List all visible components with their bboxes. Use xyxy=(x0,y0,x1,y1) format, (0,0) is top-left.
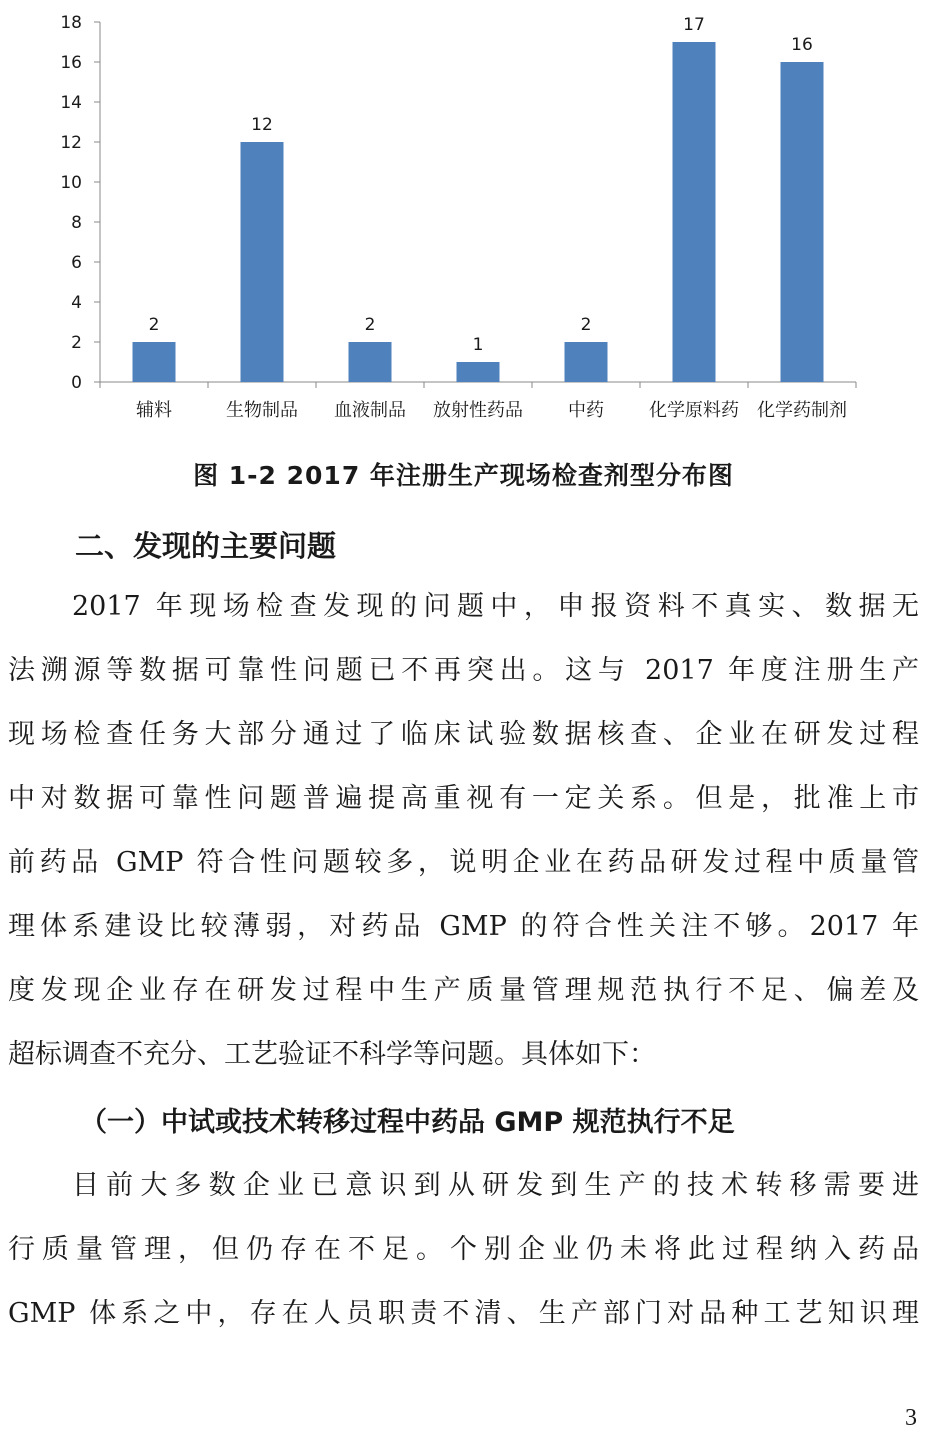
bar xyxy=(133,342,176,382)
paragraph-line: 行质量管理，但仍存在不足。个别企业仍未将此过程纳入药品 xyxy=(8,1234,919,1265)
x-category-label: 化学原料药 xyxy=(649,400,739,421)
figure-caption: 图 1-2 2017 年注册生产现场检查剂型分布图 xyxy=(193,461,734,490)
bar-chart xyxy=(0,0,927,440)
bar xyxy=(349,342,392,382)
bar xyxy=(781,62,824,382)
x-category-label: 放射性药品 xyxy=(433,400,523,421)
bar-value-label: 16 xyxy=(791,35,813,55)
bar-value-label: 12 xyxy=(251,115,273,135)
bar-value-label: 2 xyxy=(580,315,592,335)
x-category-label: 生物制品 xyxy=(226,400,298,421)
paragraph-line: 度发现企业存在研发过程中生产质量管理规范执行不足、偏差及 xyxy=(8,975,919,1006)
bar xyxy=(565,342,608,382)
paragraph-line: 现场检查任务大部分通过了临床试验数据核查、企业在研发过程 xyxy=(8,719,919,750)
y-tick-label: 10 xyxy=(60,173,82,193)
bar-value-label: 17 xyxy=(683,15,705,35)
paragraph-line: 前药品 GMP 符合性问题较多，说明企业在药品研发过程中质量管 xyxy=(8,847,919,878)
y-tick-label: 4 xyxy=(71,293,82,313)
paragraph-line: 2017 年现场检查发现的问题中，申报资料不真实、数据无 xyxy=(72,591,919,622)
paragraph-line: 理体系建设比较薄弱，对药品 GMP 的符合性关注不够。2017 年 xyxy=(8,911,919,942)
chart-bars xyxy=(133,42,824,382)
x-category-label: 血液制品 xyxy=(334,400,406,421)
y-tick-label: 2 xyxy=(71,333,82,353)
y-tick-label: 16 xyxy=(60,53,82,73)
bar xyxy=(241,142,284,382)
y-tick-label: 18 xyxy=(60,13,82,33)
bar-value-label: 2 xyxy=(364,315,376,335)
y-tick-label: 14 xyxy=(60,93,82,113)
y-tick-label: 6 xyxy=(71,253,82,273)
bar xyxy=(457,362,500,382)
y-tick-label: 12 xyxy=(60,133,82,153)
bar-value-label: 2 xyxy=(148,315,160,335)
subsection-heading: （一）中试或技术转移过程中药品 GMP 规范执行不足 xyxy=(80,1107,735,1138)
bar xyxy=(673,42,716,382)
y-tick-label: 0 xyxy=(71,373,82,393)
y-tick-label: 8 xyxy=(71,213,82,233)
paragraph-line: 法溯源等数据可靠性问题已不再突出。这与 2017 年度注册生产 xyxy=(8,655,919,686)
paragraph-line: 超标调查不充分、工艺验证不科学等问题。具体如下： xyxy=(8,1039,656,1070)
x-category-label: 化学药制剂 xyxy=(757,400,847,421)
x-category-label: 中药 xyxy=(568,400,604,421)
page-number: 3 xyxy=(905,1405,917,1431)
x-category-label: 辅料 xyxy=(136,400,172,421)
paragraph-line: GMP 体系之中，存在人员职责不清、生产部门对品种工艺知识理 xyxy=(8,1298,919,1329)
bar-value-label: 1 xyxy=(472,335,484,355)
paragraph-line: 目前大多数企业已意识到从研发到生产的技术转移需要进 xyxy=(72,1170,919,1201)
section-heading: 二、发现的主要问题 xyxy=(75,529,337,563)
chart-axes xyxy=(60,13,856,393)
paragraph-line: 中对数据可靠性问题普遍提高重视有一定关系。但是，批准上市 xyxy=(8,783,919,814)
